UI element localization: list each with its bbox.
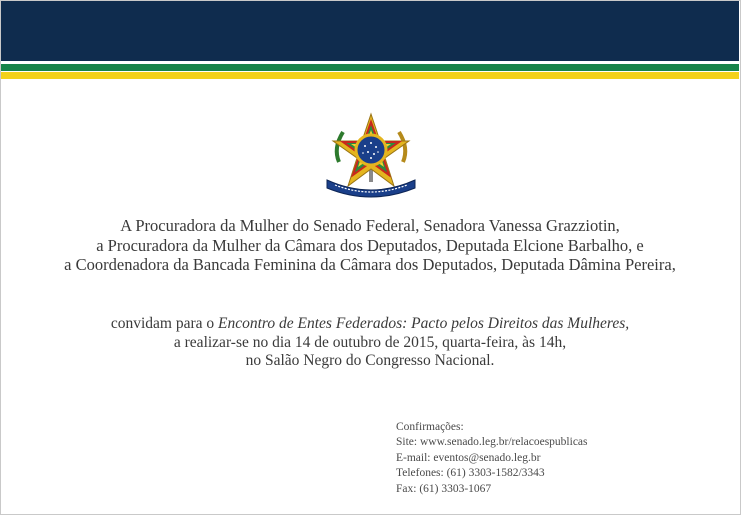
- invite-line-3: no Salão Negro do Congresso Nacional.: [245, 352, 495, 369]
- green-stripe: [1, 64, 739, 71]
- intro-line-1: A Procuradora da Mulher do Senado Federal, Senadora Vanessa Grazziotin,: [120, 216, 620, 235]
- invite-prefix: convidam para o: [110, 315, 219, 332]
- header-band: [1, 1, 739, 61]
- brazil-coat-of-arms-icon: [325, 108, 417, 200]
- contact-block: [396, 420, 588, 497]
- yellow-stripe: [1, 72, 739, 79]
- contact-heading: Confirmações:: [396, 421, 464, 433]
- intro-line-3: a Coordenadora da Bancada Feminina da Câmara dos Deputados, Deputada Dâmina Pereira,: [64, 255, 676, 274]
- contact-fax: Fax: (61) 3303-1067: [396, 482, 492, 495]
- contact-phones: Telefones: (61) 3303-1582/3343: [396, 467, 545, 480]
- invitation-paragraph: [20, 315, 720, 371]
- invite-line-1: [20, 315, 720, 334]
- contact-site: Site: www.senado.leg.br/relacoespublicas: [396, 436, 588, 449]
- intro-line-2: a Procuradora da Mulher da Câmara dos Deputados, Deputada Elcione Barbalho, e: [96, 235, 644, 255]
- intro-paragraph: [20, 216, 720, 275]
- invite-line-2: a realizar-se no dia 14 de outubro de 2015, quarta-feira, às 14h,: [173, 333, 567, 351]
- event-name: Encontro de Entes Federados: Pacto pelos Direitos das Mulheres,: [218, 315, 630, 332]
- contact-email: E-mail: eventos@senado.leg.br: [396, 451, 541, 464]
